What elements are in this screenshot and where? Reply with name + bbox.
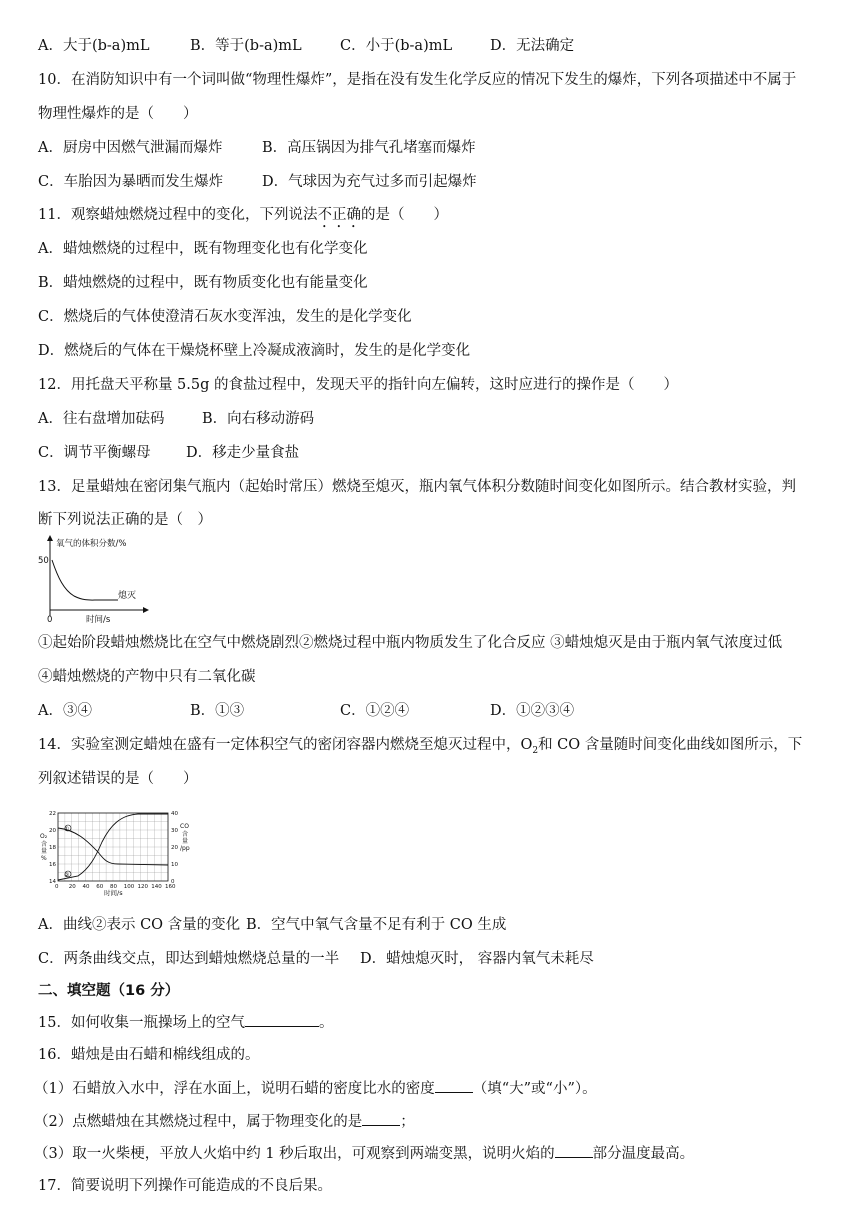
q14-stem-line2: 列叙述错误的是（ ） — [38, 771, 198, 787]
q14-left-label-part2: 含 — [41, 841, 48, 848]
q16-stem: 16．蜡烛是由石蜡和棉线组成的。 — [38, 1047, 260, 1063]
q13-stem-line2: 断下列说法正确的是（ ） — [38, 512, 212, 528]
q10-stem-line2: 物理性爆炸的是（ ） — [38, 106, 198, 122]
q14-left-label-part4: % — [41, 855, 47, 862]
q13-oxygen-chart — [34, 534, 154, 626]
q14-stem-part-a: 14．实验室测定蜡烛在盛有一定体积空气的密闭容器内燃烧至熄灭过程中， — [38, 737, 521, 753]
q14-right-tick-label: 10 — [171, 862, 178, 868]
q12-option-a: A．往右盘增加砝码 — [38, 411, 165, 427]
q14-x-label: 时间/s — [104, 889, 123, 896]
q14-x-tick-label: 120 — [137, 884, 148, 890]
q14-stem-line1 — [38, 735, 802, 761]
q14-left-label-part1: O₂ — [40, 833, 48, 840]
q12-option-b: B．向右移动游码 — [202, 411, 315, 427]
q16-part1 — [34, 1078, 597, 1099]
q14-right-label-part4: /pp — [180, 845, 190, 852]
q14-left-tick-label: 16 — [49, 862, 56, 868]
q15-line — [38, 1012, 333, 1033]
q9-option-a: A．大于(b-a)mL — [38, 38, 150, 54]
q15-end: 。 — [318, 1015, 334, 1031]
q14-right-label-part3: 量 — [182, 838, 189, 845]
q14-x-tick-label: 60 — [96, 884, 104, 890]
q16-part2-before: （2）点燃蜡烛在其燃烧过程中，属于物理变化的是 — [34, 1114, 363, 1130]
q14-x-tick-label: 40 — [82, 884, 90, 890]
q13-option-c: C．①②④ — [340, 703, 410, 719]
q14-x-tick-label: 140 — [151, 884, 162, 890]
q16-part3 — [34, 1143, 694, 1164]
q13-statements-line2: ④蜡烛燃烧的产物中只有二氧化碳 — [38, 669, 256, 685]
q16-part1-after: （填“大”或“小”）。 — [472, 1081, 597, 1097]
q14-left-tick-label: 14 — [49, 879, 56, 885]
q10-option-a: A．厨房中因燃气泄漏而爆炸 — [38, 140, 223, 156]
q16-part2-blank[interactable] — [362, 1111, 400, 1126]
q16-part3-blank[interactable] — [555, 1143, 593, 1158]
q12-option-d: D．移走少量食盐 — [186, 445, 300, 461]
q15-text: 15．如何收集一瓶操场上的空气 — [38, 1015, 245, 1031]
q11-option-d: D．燃烧后的气体在干燥烧杯壁上冷凝成液滴时，发生的是化学变化 — [38, 343, 471, 359]
q14-option-c: C．两条曲线交点，即达到蜡烛燃烧总量的一半 — [38, 951, 340, 967]
q16-part3-after: 部分温度最高。 — [592, 1146, 695, 1162]
q14-o2-co-chart — [38, 806, 190, 896]
q13-y-tick-50: 50 — [38, 556, 49, 566]
q10-option-d: D．气球因为充气过多而引起爆炸 — [262, 174, 477, 190]
q14-option-b: B．空气中氧气含量不足有利于 CO 生成 — [246, 917, 507, 933]
q14-left-tick-label: 20 — [49, 828, 56, 834]
q14-curve1-label: ① — [64, 826, 70, 833]
q11-stem-after: 的是（ ） — [360, 207, 448, 223]
q14-left-label-part3: 量 — [41, 848, 48, 855]
q16-part2 — [34, 1111, 415, 1132]
q14-left-tick-label: 18 — [49, 845, 56, 851]
q10-option-c: C．车胎因为暴晒而发生爆炸 — [38, 174, 224, 190]
q14-left-tick-label: 22 — [49, 811, 56, 817]
q13-option-b: B．①③ — [190, 703, 245, 719]
q14-x-tick-label: 160 — [165, 884, 176, 890]
q14-option-d: D．蜡烛熄灭时， 容器内氧气未耗尽 — [360, 951, 594, 967]
q14-right-tick-label: 20 — [171, 845, 178, 851]
q14-right-axis-label — [180, 823, 190, 852]
q14-stem-part-b: 和 CO 含量随时间变化曲线如图所示，下 — [538, 737, 803, 753]
q9-option-b: B．等于(b-a)mL — [190, 38, 302, 54]
q14-option-a: A．曲线②表示 CO 含量的变化 — [38, 917, 241, 933]
q14-right-tick-label: 30 — [171, 828, 178, 834]
q14-x-tick-label: 0 — [55, 884, 59, 890]
q11-option-a: A．蜡烛燃烧的过程中，既有物理变化也有化学变化 — [38, 241, 368, 257]
q14-x-tick-label: 80 — [110, 884, 117, 890]
q16-part1-before: （1）石蜡放入水中，浮在水面上，说明石蜡的密度比水的密度 — [34, 1081, 435, 1097]
q14-x-tick-label: 100 — [123, 884, 135, 890]
q14-curve2-label: ② — [64, 872, 70, 879]
q10-stem-line1: 10．在消防知识中有一个词叫做“物理性爆炸”，是指在没有发生化学反应的情况下发生的爆炸，下列各项描述中不属于 — [38, 72, 797, 88]
q13-statements-line1: ①起始阶段蜡烛燃烧比在空气中燃烧剧烈②燃烧过程中瓶内物质发生了化合反应 ③蜡烛熄灭是由于瓶内氧气浓度过低 — [38, 635, 783, 651]
q14-right-tick-label: 40 — [171, 811, 178, 817]
q15-answer-blank[interactable] — [245, 1012, 319, 1027]
q14-o2: O — [520, 737, 533, 753]
q13-origin: 0 — [47, 615, 53, 625]
q13-stem-line1: 13．足量蜡烛在密闭集气瓶内（起始时常压）燃烧至熄灭，瓶内氧气体积分数随时间变化如图所示。结合教材实验，判 — [38, 479, 796, 495]
q13-annotation-extinguish: 熄灭 — [118, 591, 137, 601]
q14-x-tick-label: 20 — [68, 884, 76, 890]
q16-part3-before: （3）取一火柴梗，平放人火焰中约 1 秒后取出，可观察到两端变黑，说明火焰的 — [34, 1146, 555, 1162]
q14-right-tick-label: 0 — [171, 879, 175, 885]
q12-option-c: C．调节平衡螺母 — [38, 445, 151, 461]
q11-stem-emphasis: 不正确 — [317, 207, 361, 223]
q16-part2-after: ； — [400, 1114, 415, 1130]
q16-part1-blank[interactable] — [435, 1078, 473, 1093]
q14-left-axis-label — [40, 833, 48, 862]
q13-option-d: D．①②③④ — [490, 703, 575, 719]
q9-option-c: C．小于(b-a)mL — [340, 38, 453, 54]
q11-option-b: B．蜡烛燃烧的过程中，既有物质变化也有能量变化 — [38, 275, 368, 291]
q13-option-a: A．③④ — [38, 703, 92, 719]
q11-stem — [38, 205, 448, 231]
q17-stem: 17．简要说明下列操作可能造成的不良后果。 — [38, 1178, 332, 1194]
q11-option-c: C．燃烧后的气体使澄清石灰水变浑浊，发生的是化学变化 — [38, 309, 412, 325]
q14-right-label-part1: CO — [180, 823, 189, 830]
q14-right-label-part2: 含 — [182, 831, 189, 838]
q11-stem-before: 11．观察蜡烛燃烧过程中的变化，下列说法 — [38, 207, 318, 223]
q13-oxygen-curve — [52, 560, 118, 600]
q13-x-label: 时间/s — [86, 615, 111, 625]
q13-y-label: 氧气的体积分数/% — [56, 539, 127, 549]
q14-grid — [58, 813, 168, 881]
section-2-title: 二、填空题（16 分） — [38, 983, 180, 999]
q14-o2-subscript: 2 — [532, 745, 539, 756]
q9-option-d: D．无法确定 — [490, 38, 575, 54]
q10-option-b: B．高压锅因为排气孔堵塞而爆炸 — [262, 140, 476, 156]
q12-stem: 12．用托盘天平称量 5.5g 的食盐过程中，发现天平的指针向左偏转，这时应进行的操作是（ ） — [38, 377, 679, 393]
